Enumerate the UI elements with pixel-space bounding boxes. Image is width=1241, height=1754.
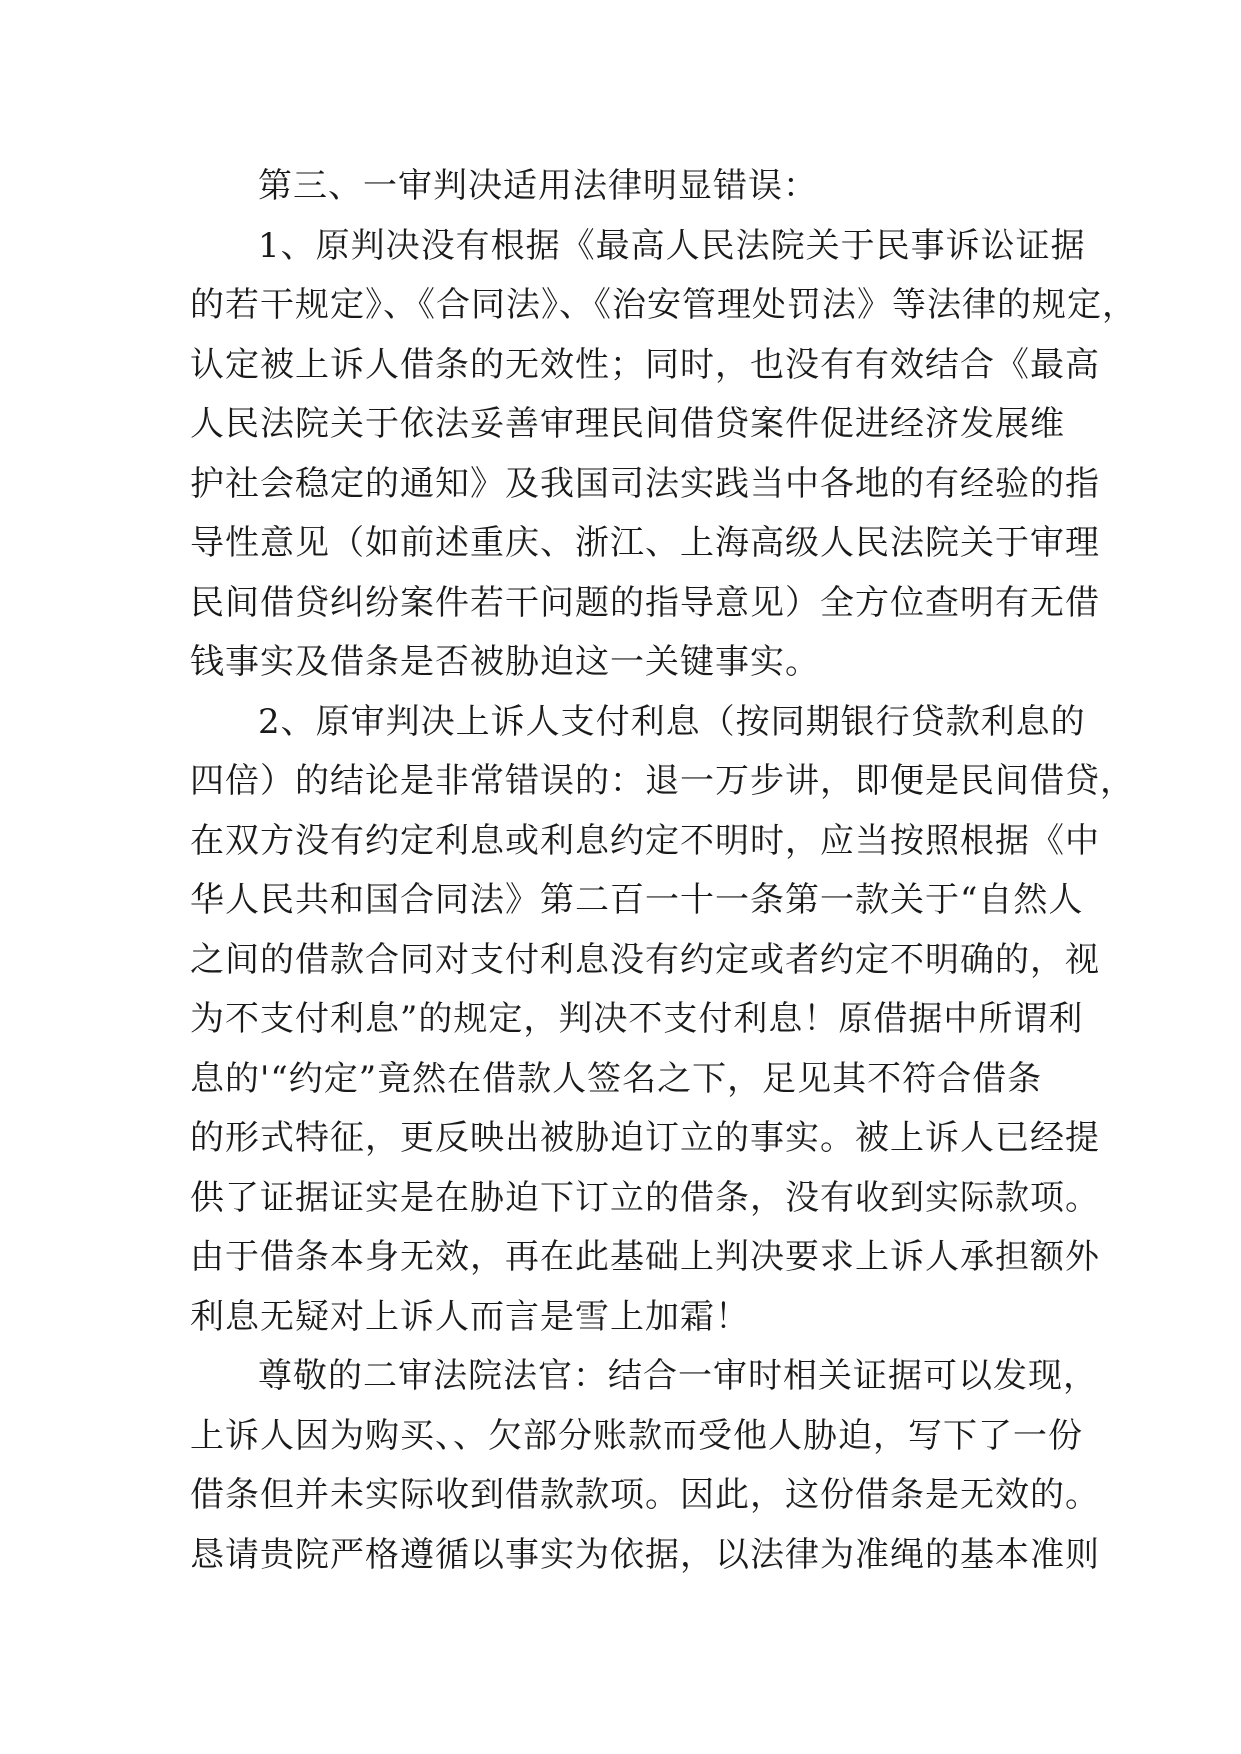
text-line: 四倍）的结论是非常错误的：退一万步讲，即便是民间借贷，	[190, 761, 1135, 801]
text-line: 认定被上诉人借条的无效性；同时，也没有有效结合《最高	[190, 344, 1100, 385]
text-line: 导性意见（如前述重庆、浙江、上海高级人民法院关于审理	[190, 523, 1100, 563]
text-line: 2、原审判决上诉人支付利息（按同期银行贷款利息的	[258, 701, 1086, 742]
text-line: 在双方没有约定利息或利息约定不明时，应当按照根据《中	[190, 820, 1100, 861]
text-line: 的形式特征，更反映出被胁迫订立的事实。被上诉人已经提	[190, 1118, 1100, 1158]
text-line: 钱事实及借条是否被胁迫这一关键事实。	[190, 642, 820, 682]
text-line: 尊敬的二审法院法官：结合一审时相关证据可以发现，	[258, 1356, 1098, 1396]
text-line: 由于借条本身无效，再在此基础上判决要求上诉人承担额外	[190, 1237, 1100, 1277]
text-line: 上诉人因为购买、、欠部分账款而受他人胁迫，写下了一份	[190, 1415, 1083, 1456]
text-line: 借条但并未实际收到借款款项。因此，这份借条是无效的。	[190, 1475, 1100, 1515]
text-line: 为不支付利息”的规定，判决不支付利息！原借据中所谓利	[190, 999, 1084, 1039]
text-line: 民间借贷纠纷案件若干问题的指导意见）全方位查明有无借	[190, 582, 1100, 623]
text-line: 之间的借款合同对支付利息没有约定或者约定不明确的，视	[190, 939, 1100, 980]
text-line: 利息无疑对上诉人而言是雪上加霜！	[190, 1296, 750, 1337]
text-line: 恳请贵院严格遵循以事实为依据，以法律为准绳的基本准则	[190, 1534, 1100, 1575]
text-line: 息的'“约定”竟然在借款人签名之下，足见其不符合借条	[190, 1058, 1043, 1099]
text-line: 1、原判决没有根据《最高人民法院关于民事诉讼证据	[258, 225, 1086, 266]
text-line: 华人民共和国合同法》第二百一十一条第一款关于“自然人	[190, 880, 1084, 920]
text-line: 第三、一审判决适用法律明显错误：	[258, 166, 818, 206]
text-line: 人民法院关于依法妥善审理民间借贷案件促进经济发展维	[190, 404, 1065, 444]
text-line: 护社会稳定的通知》及我国司法实践当中各地的有经验的指	[190, 463, 1100, 504]
text-line: 的若干规定》、《合同法》、《治安管理处罚法》等法律的规定，	[190, 285, 1137, 325]
document-body	[190, 157, 1137, 1585]
text-line: 供了证据证实是在胁迫下订立的借条，没有收到实际款项。	[190, 1177, 1100, 1218]
